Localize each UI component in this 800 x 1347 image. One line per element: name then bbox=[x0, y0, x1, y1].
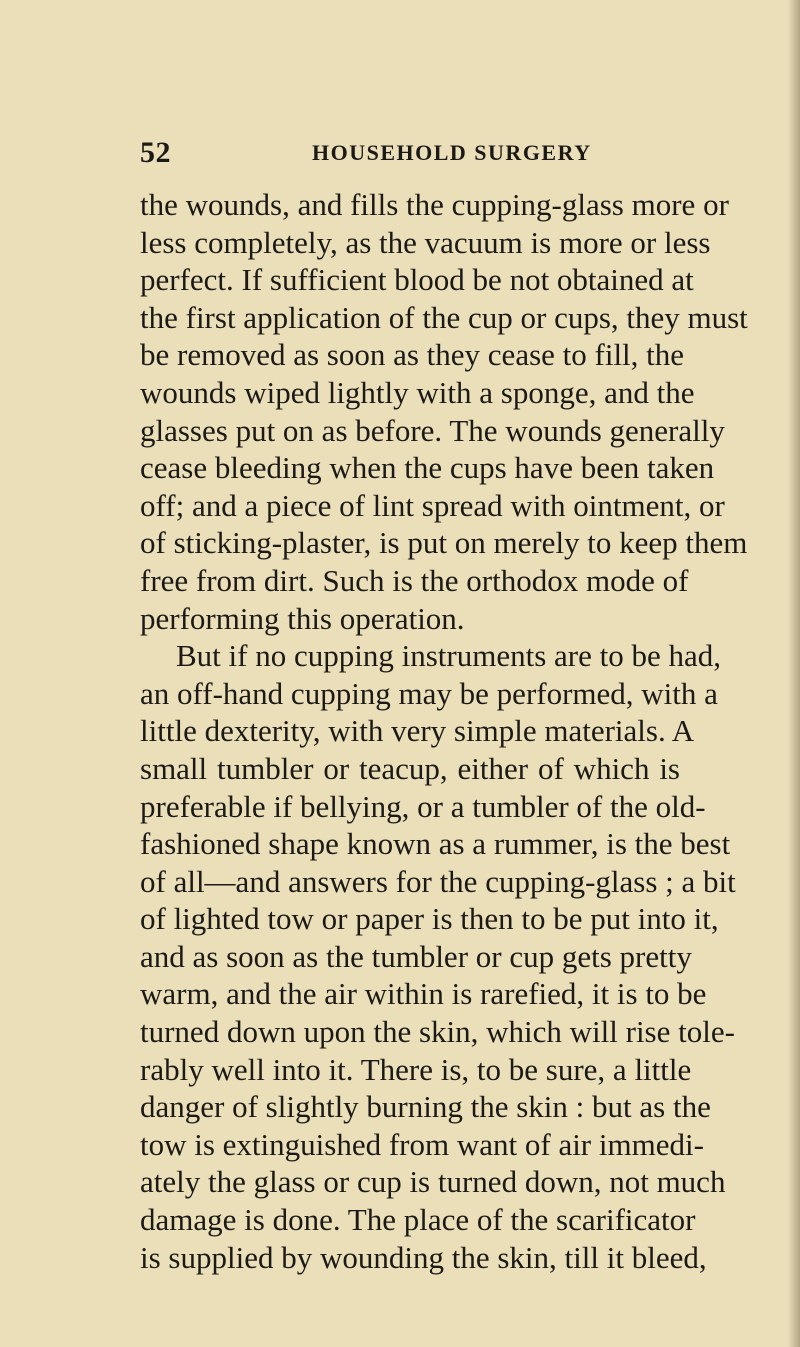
text-line: free from dirt. Such is the orthodox mode of bbox=[140, 562, 689, 598]
text-line: danger of slightly burning the skin : but as the bbox=[140, 1089, 711, 1125]
text-line: glasses put on as before. The wounds generally bbox=[140, 412, 725, 448]
text-line: an off-hand cupping may be performed, with a bbox=[140, 675, 718, 711]
text-line: damage is done. The place of the scarificator bbox=[140, 1202, 696, 1238]
text-line: the first application of the cup or cups, they must bbox=[140, 299, 748, 335]
text-line: perfect. If sufficient blood be not obtained at bbox=[140, 262, 694, 298]
text-line: the wounds, and fills the cupping-glass more or bbox=[140, 187, 729, 222]
text-line: fashioned shape known as a rummer, is the best bbox=[140, 826, 731, 862]
text-line: of all—and answers for the cupping-glass ; a bit bbox=[140, 863, 736, 899]
text-line: of sticking-plaster, is put on merely to keep them bbox=[140, 525, 748, 561]
page-number: 52 bbox=[140, 136, 171, 169]
text-line: turned down upon the skin, which will rise tole- bbox=[140, 1014, 735, 1050]
text-line: small tumbler or teacup, either of which is bbox=[140, 750, 680, 786]
text-line: and as soon as the tumbler or cup gets pretty bbox=[140, 938, 692, 974]
text-line: But if no cupping instruments are to be had, bbox=[176, 638, 721, 674]
text-line: is supplied by wounding the skin, till it bleed, bbox=[140, 1239, 707, 1275]
text-line: ately the glass or cup is turned down, not much bbox=[140, 1164, 726, 1200]
text-line: wounds wiped lightly with a sponge, and the bbox=[140, 374, 695, 410]
text-line: be removed as soon as they cease to fill, the bbox=[140, 337, 685, 373]
text-line: rably well into it. There is, to be sure, a little bbox=[140, 1051, 692, 1087]
text-line: tow is extinguished from want of air immedi- bbox=[140, 1126, 704, 1162]
running-title: HOUSEHOLD SURGERY bbox=[312, 140, 592, 165]
text-line: cease bleeding when the cups have been taken bbox=[140, 450, 715, 486]
text-line: preferable if bellying, or a tumbler of the old- bbox=[140, 788, 706, 824]
text-line: little dexterity, with very simple materials. A bbox=[140, 713, 695, 749]
text-line: of lighted tow or paper is then to be put into it, bbox=[140, 901, 719, 937]
text-line: off; and a piece of lint spread with ointment, or bbox=[140, 487, 725, 523]
page-edge-shadow bbox=[788, 0, 800, 1347]
text-line: performing this operation. bbox=[140, 600, 465, 636]
text-line: less completely, as the vacuum is more or less bbox=[140, 224, 711, 260]
running-head bbox=[140, 136, 670, 176]
body-text bbox=[140, 186, 748, 1276]
text-line: warm, and the air within is rarefied, it is to be bbox=[140, 976, 707, 1012]
